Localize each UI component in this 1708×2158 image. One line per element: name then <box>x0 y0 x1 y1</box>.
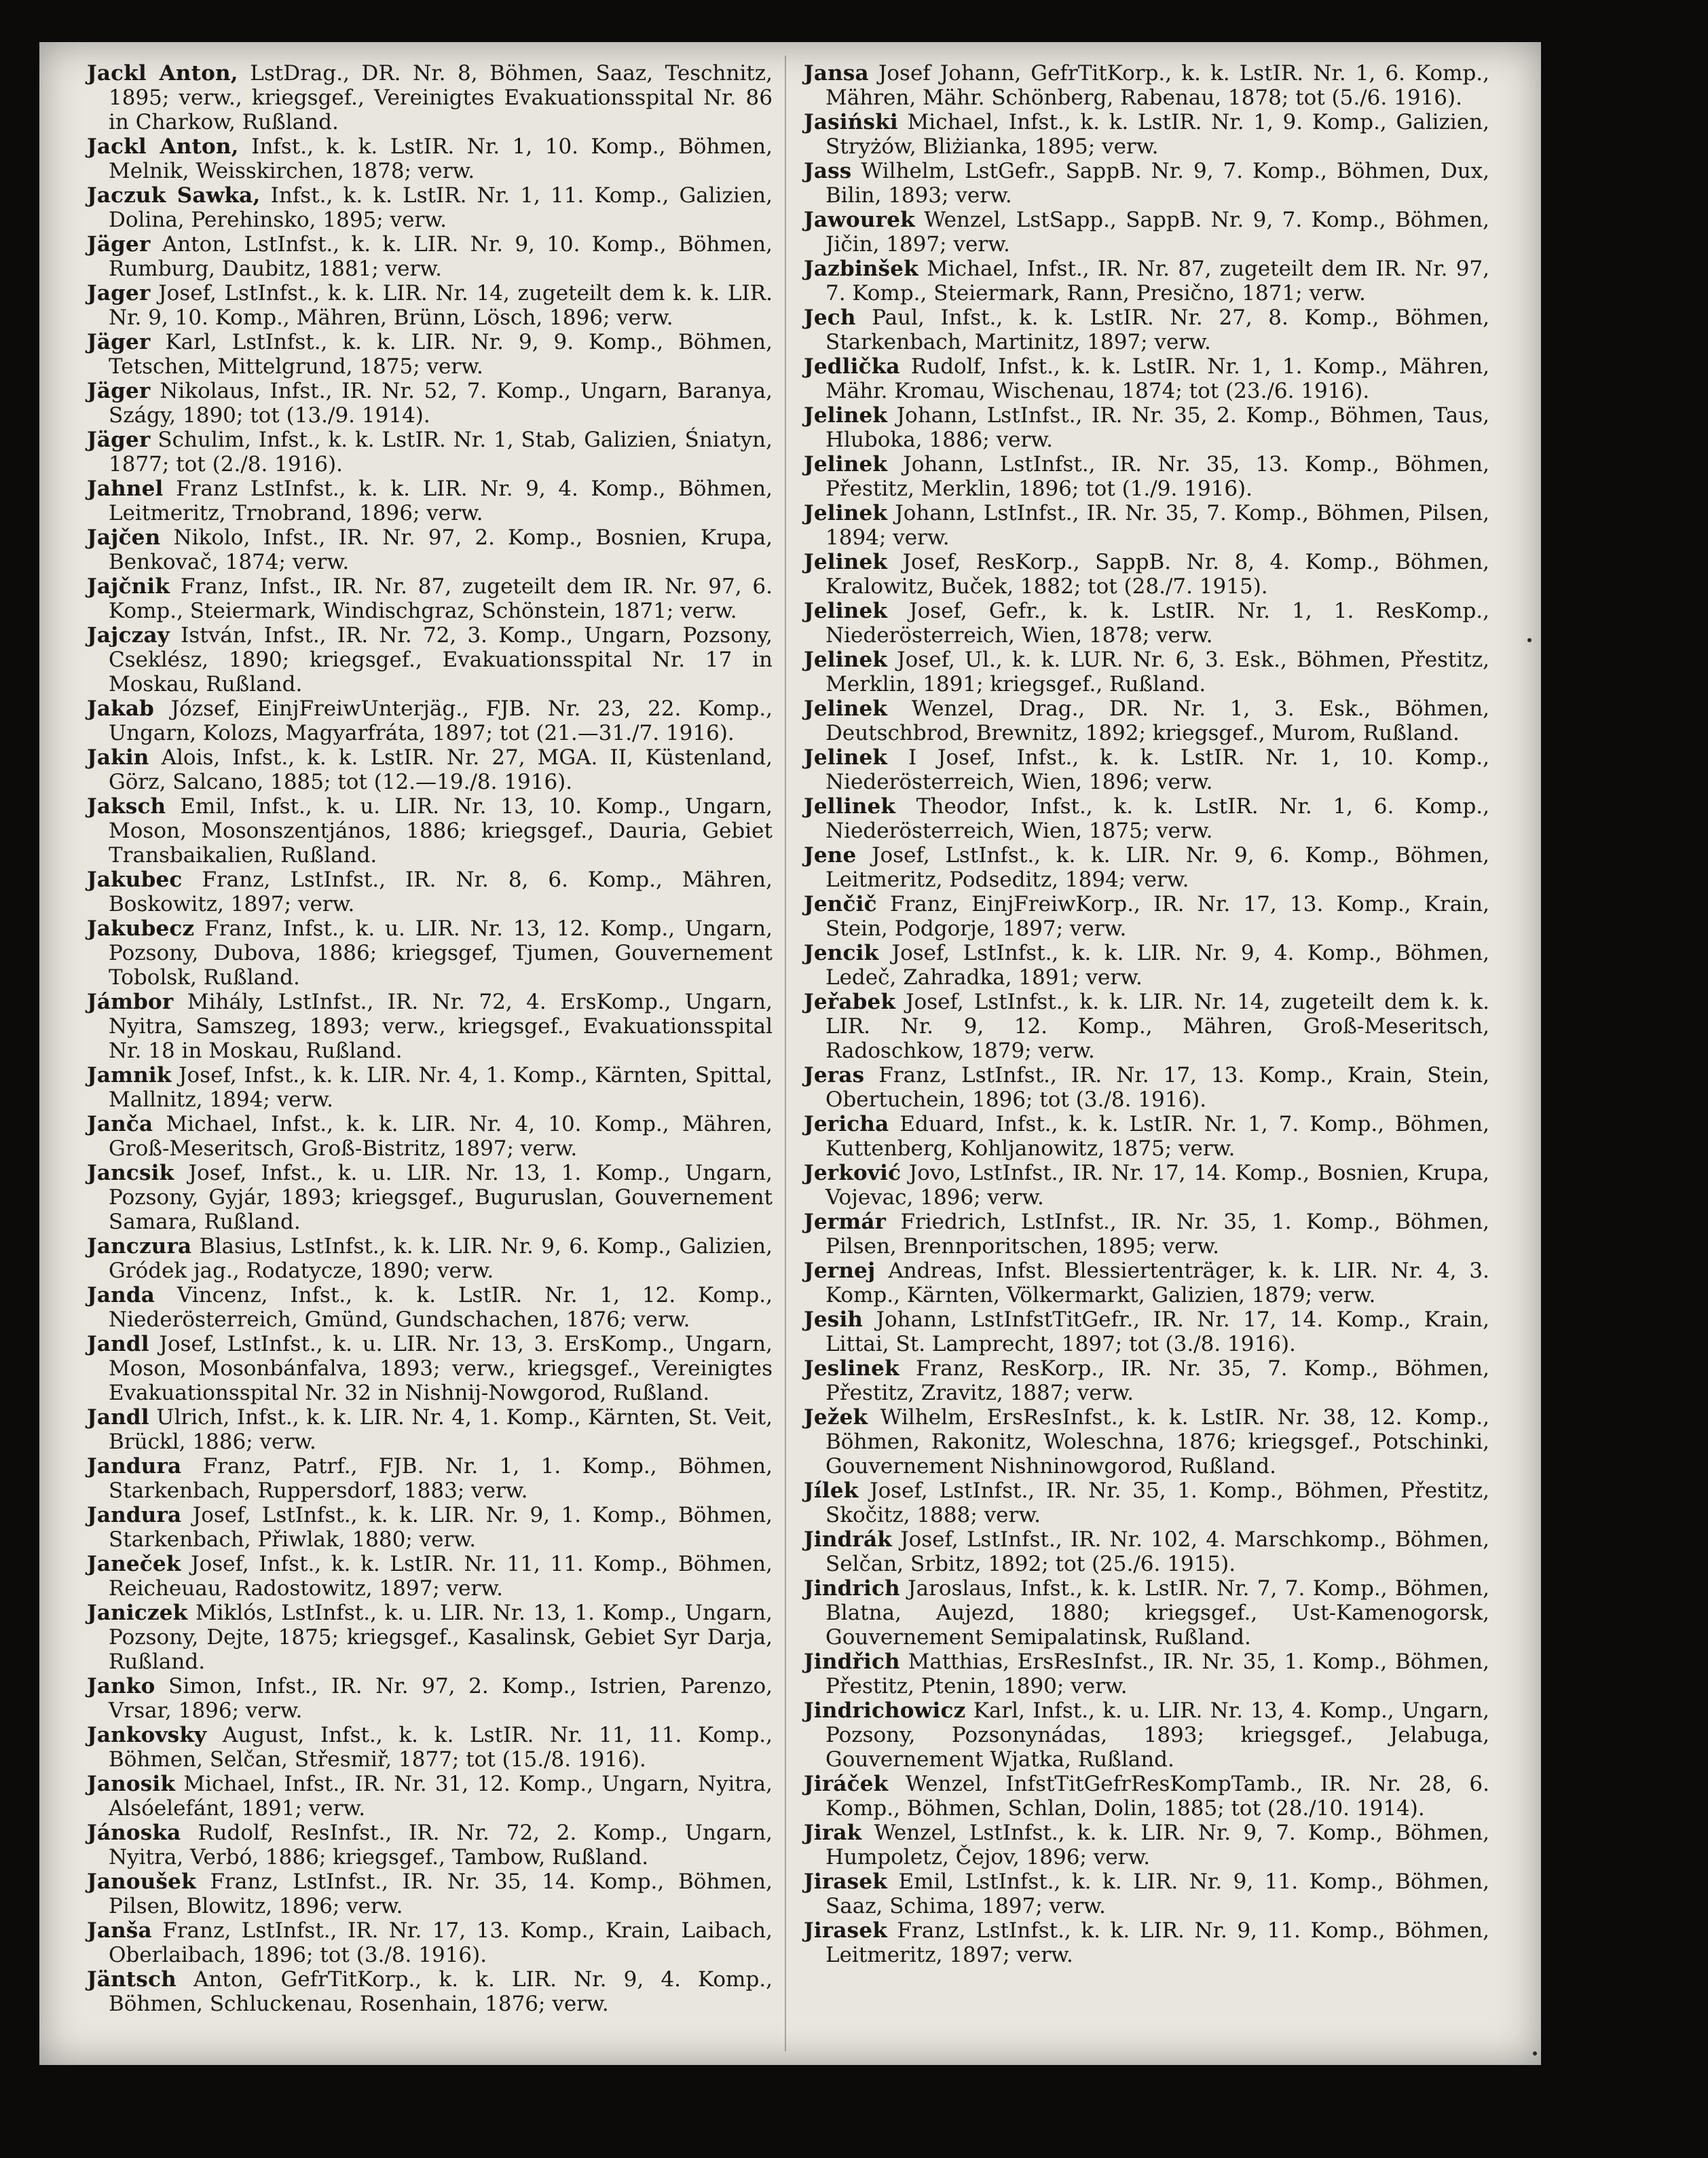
register-entry <box>87 1918 773 1967</box>
entry-details: Johann, LstInfst., IR. Nr. 35, 7. Komp., Böhmen, Pilsen, 1894; verw. <box>825 501 1489 550</box>
register-entry <box>87 477 773 525</box>
register-entry <box>804 1112 1489 1161</box>
entry-details: Josef, LstInfst., k. k. LIR. Nr. 14, zugeteilt dem k. k. LIR. Nr. 9, 12. Komp., Mähren, Groß-Meseritsch, Radoschkow, 1879; verw. <box>825 990 1489 1063</box>
entry-surname: Jene <box>804 843 857 868</box>
entry-details: Josef, LstInfst., k. k. LIR. Nr. 9, 6. Komp., Böhmen, Leitmeritz, Podseditz, 1894; verw. <box>825 843 1489 892</box>
entry-details: Josef, LstInfst., IR. Nr. 102, 4. Marschkomp., Böhmen, Selčan, Srbitz, 1892; tot (25./6. 1915). <box>825 1527 1489 1576</box>
entry-details: Josef, Infst., k. k. LIR. Nr. 4, 1. Komp., Kärnten, Spittal, Mallnitz, 1894; verw. <box>109 1063 773 1112</box>
entry-details: Emil, Infst., k. u. LIR. Nr. 13, 10. Komp., Ungarn, Moson, Mosonszentjános, 1886; kriegsgef., Dauria, Gebiet Transbaikalien, Rußland. <box>109 794 773 868</box>
entry-surname: Jakin <box>87 745 149 770</box>
register-entry <box>87 696 773 745</box>
entry-details: Franz, LstInfst., IR. Nr. 17, 13. Komp., Krain, Laibach, Oberlaibach, 1896; tot (3./8. 1916). <box>109 1918 773 1967</box>
entry-surname: Jerković <box>804 1161 902 1185</box>
register-entry <box>804 354 1489 403</box>
entry-surname: Jelinek <box>804 501 888 525</box>
entry-surname: Jirasek <box>804 1869 887 1894</box>
register-entry <box>87 1454 773 1503</box>
entry-surname: Jackl Anton, <box>87 134 239 159</box>
entry-details: August, Infst., k. k. LstIR. Nr. 11, 11. Komp., Böhmen, Selčan, Střesmiř, 1877; tot (15./8. 1916). <box>109 1723 773 1772</box>
entry-details: Michael, Infst., k. k. LIR. Nr. 4, 10. Komp., Mähren, Groß-Meseritsch, Groß-Bistritz, 1897; verw. <box>109 1112 773 1161</box>
entry-details: Miklós, LstInfst., k. u. LIR. Nr. 13, 1. Komp., Ungarn, Pozsony, Dejte, 1875; kriegsgef., Kasalinsk, Gebiet Syr Darja, Rußland. <box>109 1601 773 1674</box>
entry-details: Franz, Infst., k. u. LIR. Nr. 13, 12. Komp., Ungarn, Pozsony, Dubova, 1886; kriegsgef, Tjumen, Gouvernement Tobolsk, Rußland. <box>109 916 773 990</box>
entry-details: Josef, ResKorp., SappB. Nr. 8, 4. Komp., Böhmen, Kralowitz, Buček, 1882; tot (28./7. 1915). <box>825 550 1490 599</box>
register-entry <box>87 1112 773 1161</box>
entry-surname: Jasiński <box>804 110 898 134</box>
entry-surname: Jánoska <box>87 1821 181 1845</box>
entry-details: Michael, Infst., IR. Nr. 31, 12. Komp., Ungarn, Nyitra, Alsóelefánt, 1891; verw. <box>109 1772 773 1821</box>
register-entry <box>804 1650 1489 1698</box>
register-entry <box>87 1332 773 1405</box>
register-entry <box>87 428 773 477</box>
register-entry <box>804 1527 1489 1576</box>
register-entry <box>804 1576 1489 1650</box>
register-entry <box>87 1967 773 2016</box>
register-entry <box>87 1552 773 1601</box>
entry-details: Franz LstInfst., k. k. LIR. Nr. 9, 4. Komp., Böhmen, Leitmeritz, Trnobrand, 1896; verw. <box>109 477 773 525</box>
entry-details: Blasius, LstInfst., k. k. LIR. Nr. 9, 6. Komp., Galizien, Gródek jag., Rodatycze, 1890; verw. <box>109 1234 773 1283</box>
entry-details: Jovo, LstInfst., IR. Nr. 17, 14. Komp., Bosnien, Krupa, Vojevac, 1896; verw. <box>825 1161 1489 1210</box>
register-entry <box>804 452 1489 501</box>
register-entry <box>87 1869 773 1918</box>
entry-details: Josef, Ul., k. k. LUR. Nr. 6, 3. Esk., Böhmen, Přestitz, Merklin, 1891; kriegsgef., Rußland. <box>825 648 1490 696</box>
register-entry <box>87 183 773 232</box>
entry-surname: Jakab <box>87 696 154 721</box>
entry-details: Emil, LstInfst., k. k. LIR. Nr. 9, 11. Komp., Böhmen, Saaz, Schima, 1897; verw. <box>825 1869 1490 1918</box>
entry-details: Josef, LstInfst., k. k. LIR. Nr. 14, zugeteilt dem k. k. LIR. Nr. 9, 10. Komp., Mähren, Brünn, Lösch, 1896; verw. <box>109 281 773 330</box>
register-entry <box>87 745 773 794</box>
entry-details: Josef, Gefr., k. k. LstIR. Nr. 1, 1. ResKomp., Niederösterreich, Wien, 1878; verw. <box>825 599 1490 648</box>
entry-details: Ulrich, Infst., k. k. LIR. Nr. 4, 1. Komp., Kärnten, St. Veit, Brückl, 1886; verw. <box>109 1405 773 1454</box>
register-entry <box>804 110 1489 159</box>
entry-surname: Jámbor <box>87 990 174 1014</box>
register-entry <box>804 61 1489 110</box>
register-entry <box>87 623 773 696</box>
entry-details: Johann, LstInfstTitGefr., IR. Nr. 17, 14. Komp., Krain, Littai, St. Lamprecht, 1897; tot (3./8. 1916). <box>825 1307 1490 1356</box>
entry-surname: Jäger <box>87 428 151 452</box>
register-entry <box>87 868 773 916</box>
entry-surname: Janča <box>87 1112 153 1136</box>
entry-details: Franz, LstInfst., IR. Nr. 35, 14. Komp., Böhmen, Pilsen, Blowitz, 1896; verw. <box>109 1869 773 1918</box>
entry-details: Friedrich, LstInfst., IR. Nr. 35, 1. Komp., Böhmen, Pilsen, Brennporitschen, 1895; verw. <box>825 1210 1490 1259</box>
entry-details: Franz, Infst., IR. Nr. 87, zugeteilt dem IR. Nr. 97, 6. Komp., Steiermark, Windischgraz, Schönstein, 1871; verw. <box>109 574 773 623</box>
entry-surname: Jiráček <box>804 1772 889 1796</box>
entry-details: Josef, Infst., k. u. LIR. Nr. 13, 1. Komp., Ungarn, Pozsony, Gyjár, 1893; kriegsgef., Buguruslan, Gouvernement Samara, Rußland. <box>109 1161 773 1234</box>
entry-surname: Jackl Anton, <box>87 61 238 86</box>
entry-details: Karl, Infst., k. u. LIR. Nr. 13, 4. Komp., Ungarn, Pozsony, Pozsonynádas, 1893; kriegsgef., Jelabuga, Gouvernement Wjatka, Rußland. <box>825 1698 1490 1772</box>
register-entry <box>87 1063 773 1112</box>
entry-details: Simon, Infst., IR. Nr. 97, 2. Komp., Istrien, Parenzo, Vrsar, 1896; verw. <box>109 1674 773 1723</box>
entry-surname: Jelinek <box>804 696 888 721</box>
entry-details: Wenzel, InfstTitGefrResKompTamb., IR. Nr. 28, 6. Komp., Böhmen, Schlan, Dolin, 1885; tot (28./10. 1914). <box>825 1772 1489 1821</box>
register-entry <box>804 794 1489 843</box>
entry-details: Franz, LstInfst., k. k. LIR. Nr. 9, 11. Komp., Böhmen, Leitmeritz, 1897; verw. <box>825 1918 1489 1967</box>
register-entry <box>804 305 1489 354</box>
register-entry <box>804 208 1489 257</box>
left-column <box>87 61 773 2016</box>
register-entry <box>87 232 773 281</box>
register-entry <box>804 550 1489 599</box>
entry-surname: Jelinek <box>804 452 888 477</box>
entry-surname: Jansa <box>804 61 869 86</box>
entry-details: Rudolf, Infst., k. k. LstIR. Nr. 1, 1. Komp., Mähren, Mähr. Kromau, Wischenau, 1874; tot (23./6. 1916). <box>825 354 1489 403</box>
register-entry <box>804 843 1489 892</box>
entry-surname: Jeřabek <box>804 990 896 1014</box>
register-entry <box>87 525 773 574</box>
entry-surname: Jericha <box>804 1112 889 1136</box>
register-entry <box>87 379 773 428</box>
entry-surname: Jamnik <box>87 1063 172 1087</box>
register-entry <box>804 1210 1489 1259</box>
entry-details: I Josef, Infst., k. k. LstIR. Nr. 1, 10. Komp., Niederösterreich, Wien, 1896; verw. <box>825 745 1490 794</box>
entry-surname: Jandura <box>87 1454 182 1478</box>
entry-details: LstDrag., DR. Nr. 8, Böhmen, Saaz, Teschnitz, 1895; verw., kriegsgef., Vereinigtes Evakuationsspital Nr. 86 in Charkow, Rußland. <box>109 61 773 134</box>
entry-surname: Jahnel <box>87 477 164 501</box>
entry-details: Infst., k. k. LstIR. Nr. 1, 11. Komp., Galizien, Dolina, Perehinsko, 1895; verw. <box>109 183 773 232</box>
margin-speck <box>1527 638 1531 642</box>
entry-details: Eduard, Infst., k. k. LstIR. Nr. 1, 7. Komp., Böhmen, Kuttenberg, Kohljanowitz, 1875; verw. <box>825 1112 1489 1161</box>
register-entry <box>87 1821 773 1869</box>
register-entry <box>804 1478 1489 1527</box>
entry-surname: Jindrichowicz <box>804 1698 966 1723</box>
entry-surname: Jellinek <box>804 794 896 819</box>
entry-surname: Jäntsch <box>87 1967 177 1992</box>
entry-details: Jaroslaus, Infst., k. k. LstIR. Nr. 7, 7. Komp., Böhmen, Blatna, Aujezd, 1880; kriegsgef., Ust-Kamenogorsk, Gouvernement Semipalatinsk, Rußland. <box>825 1576 1489 1650</box>
register-entry <box>804 257 1489 305</box>
entry-surname: Jelinek <box>804 648 888 672</box>
margin-speck <box>1533 2051 1537 2055</box>
register-entry <box>804 1821 1489 1869</box>
entry-details: Franz, Patrf., FJB. Nr. 1, 1. Komp., Böhmen, Starkenbach, Ruppersdorf, 1883; verw. <box>109 1454 773 1503</box>
entry-surname: Janko <box>87 1674 155 1698</box>
entry-surname: Janša <box>87 1918 152 1943</box>
entry-surname: Jancsik <box>87 1161 174 1185</box>
document-page <box>39 42 1541 2065</box>
register-entry <box>804 599 1489 648</box>
entry-surname: Jesih <box>804 1307 864 1332</box>
entry-surname: Jirak <box>804 1821 862 1845</box>
entry-details: Vincenz, Infst., k. k. LstIR. Nr. 1, 12. Komp., Niederösterreich, Gmünd, Gundschachen, 1876; verw. <box>109 1283 773 1332</box>
entry-details: Paul, Infst., k. k. LstIR. Nr. 27, 8. Komp., Böhmen, Starkenbach, Martinitz, 1897; verw. <box>825 305 1489 354</box>
entry-details: Anton, LstInfst., k. k. LIR. Nr. 9, 10. Komp., Böhmen, Rumburg, Daubitz, 1881; verw. <box>109 232 773 281</box>
entry-surname: Jäger <box>87 232 151 257</box>
register-entry <box>87 990 773 1063</box>
entry-surname: Jermár <box>804 1210 887 1234</box>
register-entry <box>804 1307 1489 1356</box>
entry-surname: Jeras <box>804 1063 865 1087</box>
register-entry <box>87 1674 773 1723</box>
register-entry <box>87 1283 773 1332</box>
entry-surname: Jass <box>804 159 852 183</box>
register-entry <box>804 648 1489 696</box>
register-entry <box>804 1698 1489 1772</box>
entry-surname: Jelinek <box>804 550 888 574</box>
register-entry <box>804 1869 1489 1918</box>
entry-surname: Jílek <box>804 1478 859 1503</box>
register-entry <box>87 61 773 134</box>
entry-details: Andreas, Infst. Blessiertenträger, k. k. LIR. Nr. 4, 3. Komp., Kärnten, Völkermarkt, Galizien, 1879; verw. <box>825 1259 1489 1307</box>
entry-details: Michael, Infst., k. k. LstIR. Nr. 1, 9. Komp., Galizien, Stryżów, Bliżianka, 1895; verw. <box>825 110 1489 159</box>
entry-surname: Jaczuk Sawka, <box>87 183 261 208</box>
entry-details: Franz, LstInfst., IR. Nr. 8, 6. Komp., Mähren, Boskowitz, 1897; verw. <box>109 868 773 916</box>
register-entry <box>804 941 1489 990</box>
entry-surname: Jelinek <box>804 403 888 428</box>
register-entry <box>87 330 773 379</box>
entry-surname: Janoušek <box>87 1869 196 1894</box>
entry-surname: Jandl <box>87 1405 149 1430</box>
register-entry <box>804 1161 1489 1210</box>
entry-surname: Jencik <box>804 941 879 965</box>
entry-surname: Jech <box>804 305 856 330</box>
entry-details: Mihály, LstInfst., IR. Nr. 72, 4. ErsKomp., Ungarn, Nyitra, Samszeg, 1893; verw., kriegsgef., Evakuationsspital Nr. 18 in Moskau, Rußland. <box>109 990 773 1063</box>
entry-details: Theodor, Infst., k. k. LstIR. Nr. 1, 6. Komp., Niederösterreich, Wien, 1875; verw. <box>825 794 1489 843</box>
register-entry <box>87 794 773 868</box>
entry-surname: Janczura <box>87 1234 192 1259</box>
register-entry <box>804 1405 1489 1478</box>
entry-surname: Jelinek <box>804 599 888 623</box>
entry-details: Infst., k. k. LstIR. Nr. 1, 10. Komp., Böhmen, Melnik, Weisskirchen, 1878; verw. <box>109 134 773 183</box>
entry-surname: Jager <box>87 281 151 305</box>
entry-surname: Janda <box>87 1283 155 1307</box>
entry-surname: Jankovsky <box>87 1723 207 1747</box>
register-entry <box>87 1161 773 1234</box>
register-entry <box>804 1356 1489 1405</box>
entry-details: Karl, LstInfst., k. k. LIR. Nr. 9, 9. Komp., Böhmen, Tetschen, Mittelgrund, 1875; verw. <box>109 330 773 379</box>
entry-surname: Jenčič <box>804 892 877 916</box>
register-entry <box>804 1918 1489 1967</box>
register-entry <box>87 134 773 183</box>
entry-details: Josef, LstInfst., k. u. LIR. Nr. 13, 3. ErsKomp., Ungarn, Moson, Mosonbánfalva, 1893; verw., kriegsgef., Vereinigtes Evakuationsspital Nr. 32 in Nishnij-Nowgorod, Rußland. <box>109 1332 773 1405</box>
register-entry <box>804 990 1489 1063</box>
register-entry <box>804 892 1489 941</box>
register-entry <box>87 1405 773 1454</box>
entry-details: Alois, Infst., k. k. LstIR. Nr. 27, MGA. II, Küstenland, Görz, Salcano, 1885; tot (12.—19./8. 1916). <box>109 745 773 794</box>
entry-surname: Jeslinek <box>804 1356 899 1381</box>
entry-surname: Jaksch <box>87 794 166 819</box>
register-entry <box>804 403 1489 452</box>
entry-details: Franz, LstInfst., IR. Nr. 17, 13. Komp., Krain, Stein, Obertuchein, 1896; tot (3./8. 1916). <box>825 1063 1489 1112</box>
entry-surname: Jawourek <box>804 208 915 232</box>
entry-details: István, Infst., IR. Nr. 72, 3. Komp., Ungarn, Pozsony, Cseklész, 1890; kriegsgef., Evakuationsspital Nr. 17 in Moskau, Rußland. <box>109 623 773 696</box>
register-entry <box>804 159 1489 208</box>
register-entry <box>804 745 1489 794</box>
register-entry <box>87 1503 773 1552</box>
register-entry <box>804 1063 1489 1112</box>
entry-details: Matthias, ErsResInfst., IR. Nr. 35, 1. Komp., Böhmen, Přestitz, Ptenin, 1890; verw. <box>825 1650 1489 1698</box>
entry-surname: Jäger <box>87 379 151 403</box>
entry-details: József, EinjFreiwUnterjäg., FJB. Nr. 23, 22. Komp., Ungarn, Kolozs, Magyarfráta, 1897; tot (21.—31./7. 1916). <box>109 696 773 745</box>
entry-details: Franz, EinjFreiwKorp., IR. Nr. 17, 13. Komp., Krain, Stein, Podgorje, 1897; verw. <box>825 892 1489 941</box>
entry-details: Josef, LstInfst., k. k. LIR. Nr. 9, 1. Komp., Böhmen, Starkenbach, Přiwlak, 1880; verw. <box>109 1503 773 1552</box>
entry-surname: Jindřich <box>804 1650 900 1674</box>
register-entry <box>87 916 773 990</box>
entry-details: Wenzel, Drag., DR. Nr. 1, 3. Esk., Böhmen, Deutschbrod, Brewnitz, 1892; kriegsgef., Murom, Rußland. <box>825 696 1490 745</box>
entry-surname: Ježek <box>804 1405 868 1430</box>
entry-surname: Jandl <box>87 1332 149 1356</box>
entry-details: Anton, GefrTitKorp., k. k. LIR. Nr. 9, 4. Komp., Böhmen, Schluckenau, Rosenhain, 1876; verw. <box>109 1967 773 2016</box>
entry-surname: Jajčen <box>87 525 161 550</box>
entry-details: Rudolf, ResInfst., IR. Nr. 72, 2. Komp., Ungarn, Nyitra, Verbó, 1886; kriegsgef., Tambow, Rußland. <box>109 1821 773 1869</box>
entry-surname: Jedlička <box>804 354 900 379</box>
entry-surname: Jajczay <box>87 623 170 648</box>
entry-details: Josef, LstInfst., k. k. LIR. Nr. 9, 4. Komp., Böhmen, Ledeč, Zahradka, 1891; verw. <box>825 941 1489 990</box>
register-entry <box>804 1772 1489 1821</box>
register-entry <box>87 1234 773 1283</box>
entry-surname: Jajčnik <box>87 574 170 599</box>
entry-details: Josef, LstInfst., IR. Nr. 35, 1. Komp., Böhmen, Přestitz, Skočitz, 1888; verw. <box>825 1478 1489 1527</box>
register-entry <box>87 1723 773 1772</box>
register-entry <box>804 1259 1489 1307</box>
entry-details: Franz, ResKorp., IR. Nr. 35, 7. Komp., Böhmen, Přestitz, Zravitz, 1887; verw. <box>825 1356 1489 1405</box>
register-entry <box>87 1772 773 1821</box>
entry-surname: Jakubecz <box>87 916 195 941</box>
entry-details: Josef Johann, GefrTitKorp., k. k. LstIR. Nr. 1, 6. Komp., Mähren, Mähr. Schönberg, Rabenau, 1878; tot (5./6. 1916). <box>825 61 1489 110</box>
entry-surname: Janeček <box>87 1552 181 1576</box>
register-entry <box>804 501 1489 550</box>
entry-surname: Jernej <box>804 1259 876 1283</box>
entry-surname: Jindrák <box>804 1527 892 1552</box>
register-entry <box>87 281 773 330</box>
register-entry <box>804 696 1489 745</box>
entry-surname: Jandura <box>87 1503 182 1527</box>
entry-surname: Janiczek <box>87 1601 188 1625</box>
entry-surname: Jindrich <box>804 1576 900 1601</box>
register-entry <box>87 574 773 623</box>
entry-surname: Jazbinšek <box>804 257 918 281</box>
entry-details: Johann, LstInfst., IR. Nr. 35, 2. Komp., Böhmen, Taus, Hluboka, 1886; verw. <box>825 403 1489 452</box>
entry-details: Josef, Infst., k. k. LstIR. Nr. 11, 11. Komp., Böhmen, Reicheuau, Radostowitz, 1897; verw. <box>109 1552 773 1601</box>
entry-surname: Jelinek <box>804 745 888 770</box>
entry-surname: Jäger <box>87 330 151 354</box>
entry-details: Wenzel, LstInfst., k. k. LIR. Nr. 9, 7. Komp., Böhmen, Humpoletz, Čejov, 1896; verw. <box>825 1821 1490 1869</box>
right-column <box>804 61 1489 1967</box>
entry-surname: Jirasek <box>804 1918 887 1943</box>
entry-surname: Jakubec <box>87 868 183 892</box>
column-divider <box>785 56 786 2051</box>
entry-details: Wenzel, LstSapp., SappB. Nr. 9, 7. Komp., Böhmen, Jičin, 1897; verw. <box>825 208 1489 257</box>
entry-details: Nikolo, Infst., IR. Nr. 97, 2. Komp., Bosnien, Krupa, Benkovač, 1874; verw. <box>109 525 773 574</box>
entry-details: Wilhelm, ErsResInfst., k. k. LstIR. Nr. 38, 12. Komp., Böhmen, Rakonitz, Woleschna, 1876; kriegsgef., Potschinki, Gouvernement Nishninowgorod, Rußland. <box>825 1405 1490 1478</box>
entry-surname: Janosik <box>87 1772 176 1796</box>
entry-details: Schulim, Infst., k. k. LstIR. Nr. 1, Stab, Galizien, Śniatyn, 1877; tot (2./8. 1916). <box>109 428 773 477</box>
entry-details: Michael, Infst., IR. Nr. 87, zugeteilt dem IR. Nr. 97, 7. Komp., Steiermark, Rann, Presično, 1871; verw. <box>825 257 1490 305</box>
register-entry <box>87 1601 773 1674</box>
entry-details: Johann, LstInfst., IR. Nr. 35, 13. Komp., Böhmen, Přestitz, Merklin, 1896; tot (1./9. 1916). <box>825 452 1490 501</box>
entry-details: Wilhelm, LstGefr., SappB. Nr. 9, 7. Komp., Böhmen, Dux, Bilin, 1893; verw. <box>825 159 1490 208</box>
entry-details: Nikolaus, Infst., IR. Nr. 52, 7. Komp., Ungarn, Baranya, Szágy, 1890; tot (13./9. 1914). <box>109 379 773 428</box>
